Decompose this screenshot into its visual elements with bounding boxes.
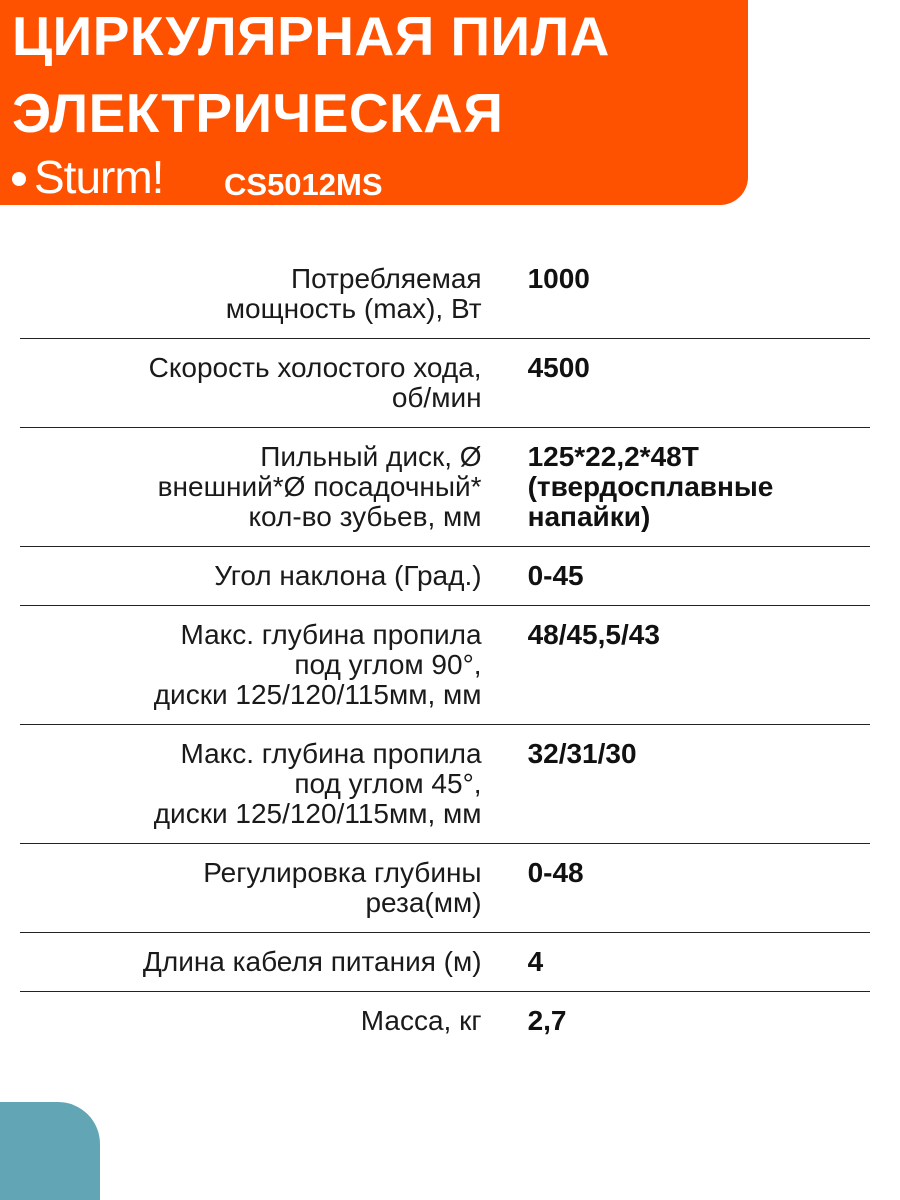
- spec-row-tilt-angle: [20, 547, 870, 606]
- spec-value: 2,7: [527, 1005, 567, 1036]
- spec-label: Макс. глубина пропила под углом 90°, диски 125/120/115мм, мм: [153, 619, 482, 710]
- spec-row-cable-length: [20, 933, 870, 992]
- spec-value: 4500: [527, 352, 590, 383]
- spec-label: Масса, кг: [360, 1005, 482, 1036]
- spec-label: Длина кабеля питания (м): [142, 946, 482, 977]
- brand-dot-icon: [12, 172, 26, 186]
- spec-label: Скорость холостого хода, об/мин: [148, 352, 482, 413]
- corner-accent: [0, 1102, 100, 1200]
- spec-row-power: [20, 250, 870, 339]
- title-line-1: ЦИРКУЛЯРНАЯ ПИЛА: [12, 5, 610, 67]
- spec-label: Макс. глубина пропила под углом 45°, диски 125/120/115мм, мм: [153, 738, 482, 829]
- spec-value: 48/45,5/43: [527, 619, 660, 650]
- spec-value: 125*22,2*48Т (твердосплавные напайки): [527, 441, 774, 532]
- spec-label: Угол наклона (Град.): [214, 560, 482, 591]
- spec-label: Пильный диск, Ø внешний*Ø посадочный* кол-во зубьев, мм: [157, 441, 482, 532]
- spec-row-cut-depth-45: [20, 725, 870, 844]
- spec-row-depth-adjust: [20, 844, 870, 933]
- spec-row-cut-depth-90: [20, 606, 870, 725]
- spec-row-idle-speed: [20, 339, 870, 428]
- header-banner: [0, 0, 748, 205]
- model-name: CS5012MS: [224, 167, 383, 202]
- spec-label: Потребляемая мощность (max), Вт: [225, 263, 482, 324]
- specs-table: [20, 250, 870, 1050]
- brand-logo: Sturm!: [34, 151, 164, 203]
- spec-value: 32/31/30: [527, 738, 637, 769]
- spec-value: 0-48: [527, 857, 584, 888]
- spec-value: 4: [527, 946, 544, 977]
- title-line-2: ЭЛЕКТРИЧЕСКАЯ: [12, 82, 504, 144]
- spec-value: 0-45: [527, 560, 584, 591]
- spec-row-saw-disc: [20, 428, 870, 547]
- spec-row-weight: [20, 992, 870, 1050]
- spec-label: Регулировка глубины реза(мм): [203, 857, 482, 918]
- spec-value: 1000: [527, 263, 590, 294]
